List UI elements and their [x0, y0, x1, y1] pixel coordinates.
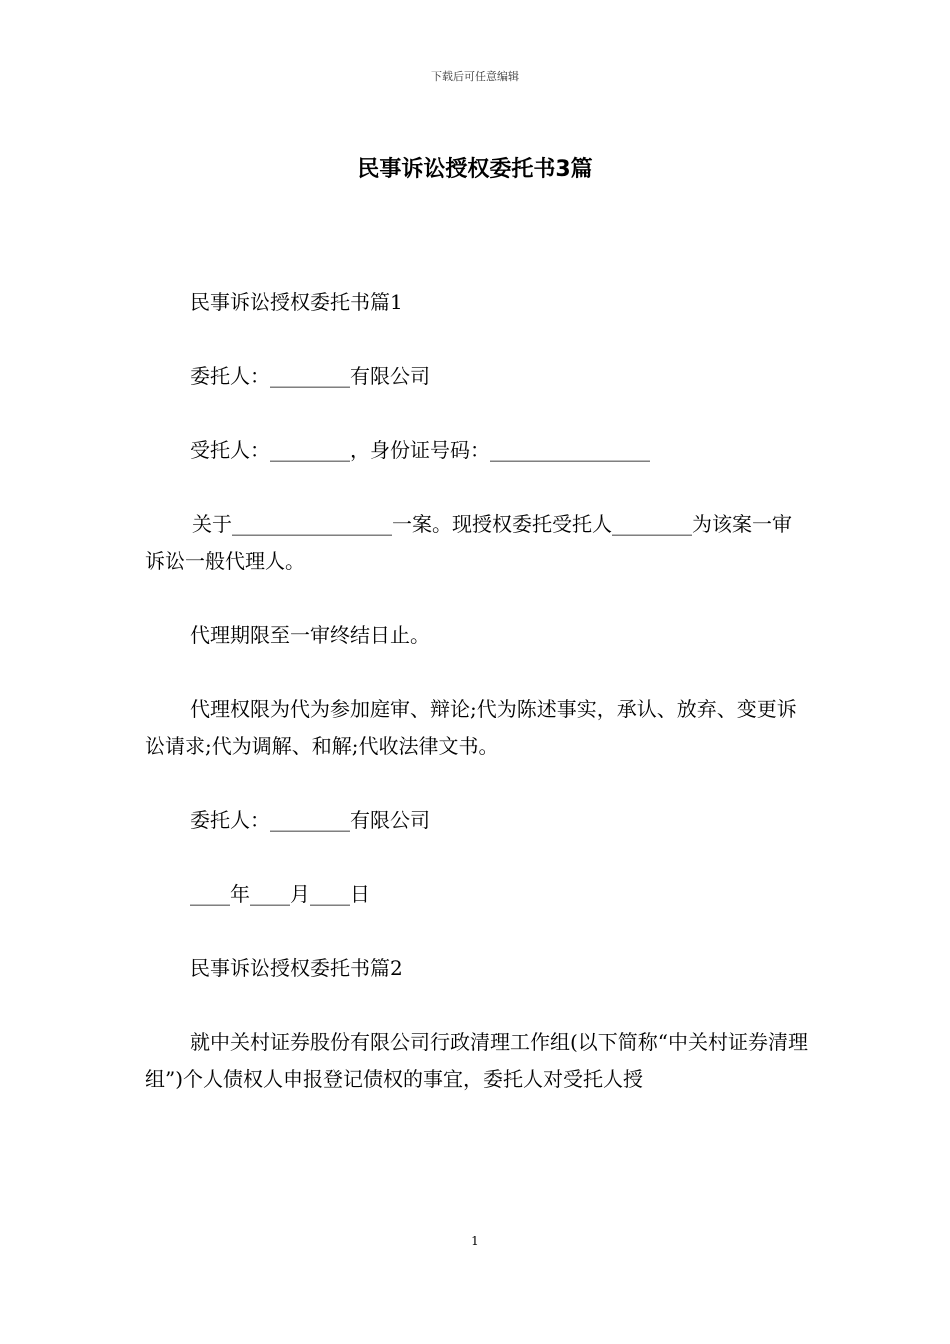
authority-paragraph: 代理权限为代为参加庭审、辩论;代为陈述事实，承认、放弃、变更诉讼请求;代为调解、和解;代收法律文书。	[145, 697, 797, 758]
document-title: 民事诉讼授权委托书3篇	[357, 157, 593, 182]
header-note: 下载后可任意编辑	[431, 70, 519, 83]
term-paragraph: 代理期限至一审终结日止。	[190, 623, 430, 647]
date-line: ____年____月____日	[190, 882, 370, 906]
section-heading-1: 民事诉讼授权委托书篇1	[190, 290, 403, 314]
agent-line: 受托人：________，身份证号码：________________	[190, 438, 650, 462]
principal-signature-line: 委托人：________有限公司	[190, 808, 430, 832]
document-body	[145, 284, 810, 1135]
creditor-paragraph: 就中关村证券股份有限公司行政清理工作组(以下简称“中关村证券清理组”)个人债权人申报登记债权的事宜，委托人对受托人授	[145, 1030, 809, 1091]
case-paragraph: 关于________________一案。现授权委托受托人________为该案一审诉讼一般代理人。	[145, 512, 792, 573]
section-heading-2: 民事诉讼授权委托书篇2	[190, 956, 403, 980]
principal-line: 委托人：________有限公司	[190, 364, 430, 388]
page-number: 1	[471, 1234, 479, 1248]
